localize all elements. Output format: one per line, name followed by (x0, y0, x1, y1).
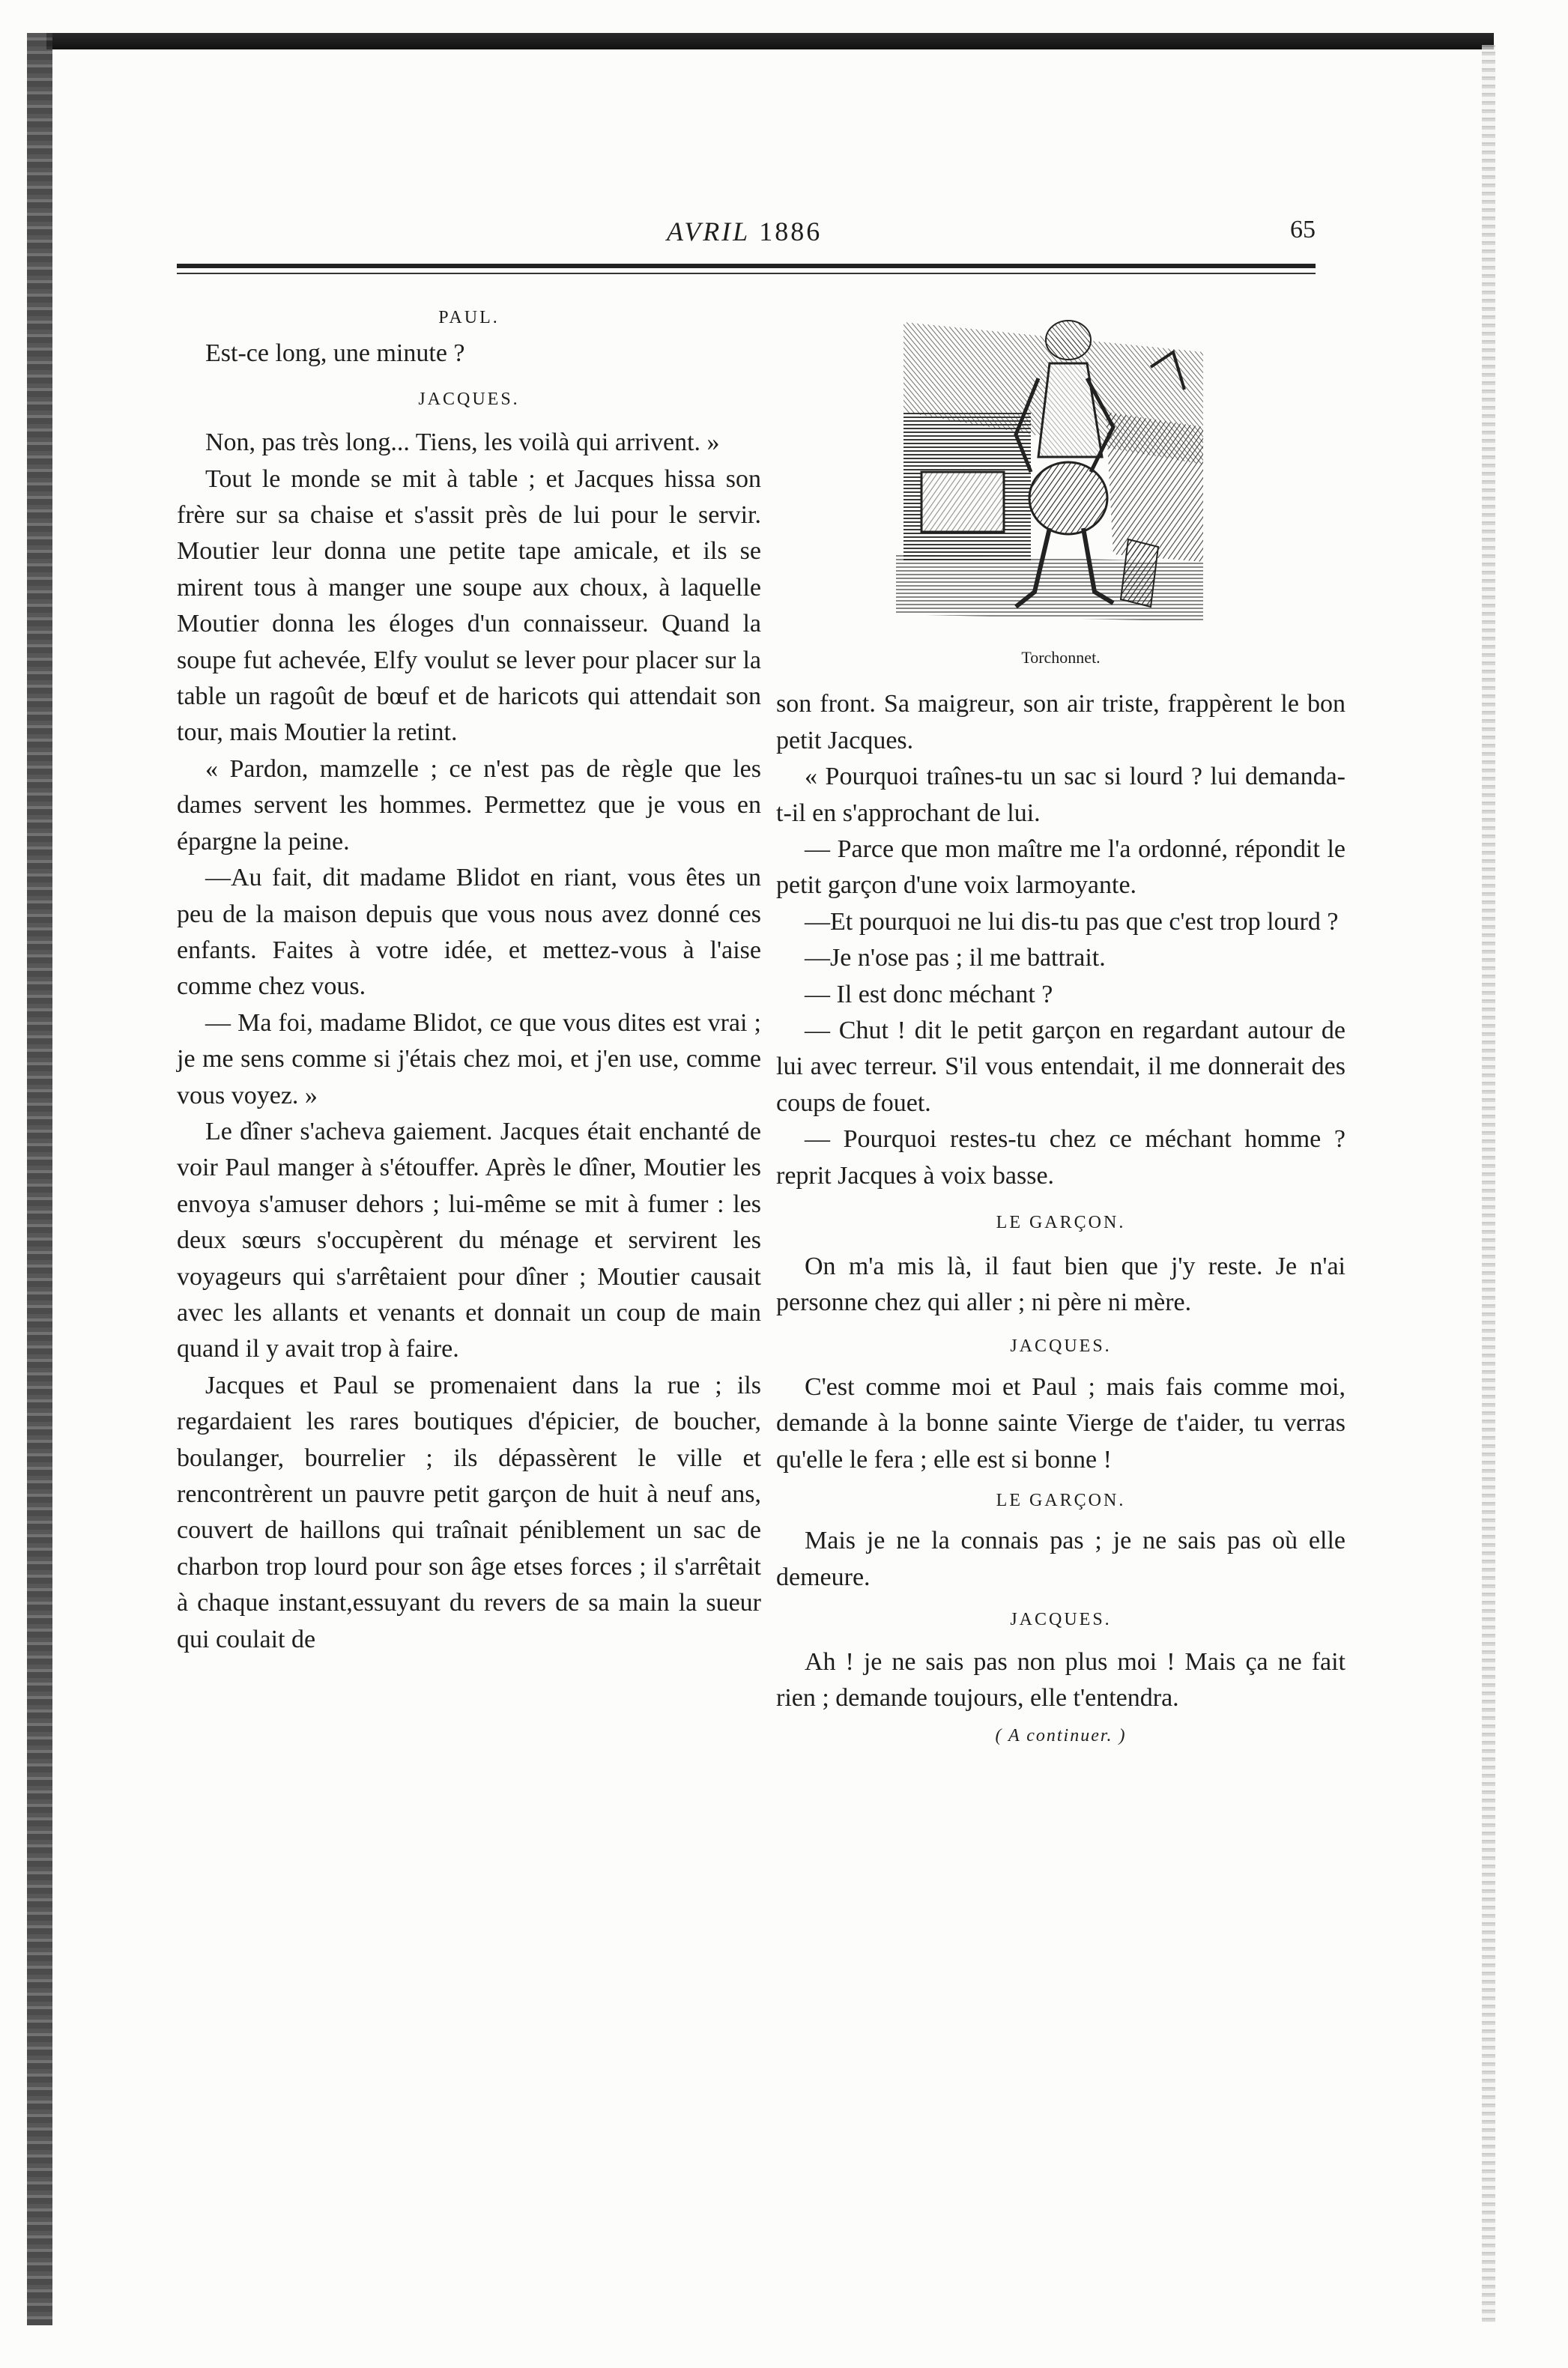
paragraph: — Il est donc méchant ? (805, 980, 1053, 1008)
speaker-label: LE GARÇON. (996, 1213, 1126, 1233)
speaker-label: JACQUES. (1010, 1610, 1112, 1630)
page-header (177, 216, 1316, 261)
paragraph: — Chut ! dit le petit garçon en regardant autour de lui avec terreur. S'il vous entendait, il me donnerait des coups de fouet. (776, 1017, 1345, 1117)
speaker-label: JACQUES. (418, 389, 520, 409)
page-left-border (27, 33, 52, 2325)
engraving-illustration (889, 307, 1203, 637)
page-top-border (46, 33, 1494, 49)
page-right-edge (1482, 45, 1495, 2322)
speaker-label: LE GARÇON. (996, 1490, 1126, 1510)
page-number: 65 (1290, 216, 1316, 243)
paragraph: On m'a mis là, il faut bien que j'y reste. Je n'ai personne chez qui aller ; ni père ni mère. (776, 1252, 1345, 1316)
paragraph: — Parce que mon maître me l'a ordonné, répondit le petit garçon d'une voix larmoyante. (776, 835, 1345, 900)
paragraph: Tout le monde se mit à table ; et Jacques hissa son frère sur sa chaise et s'assit près de lui pour le servir. Moutier leur donna une petite tape amicale, et ils se mirent tous à manger une soupe aux choux, à laquelle Moutier donna les éloges d'un connaisseur. Quand la soupe fut achevée, Elfy voulut se lever pour placer sur la table un ragoût de bœuf et de haricots qui attendait son tour, mais Moutier la retint. (177, 464, 761, 747)
paragraph: Ah ! je ne sais pas non plus moi ! Mais ça ne fait rien ; demande toujours, elle t'entendra. (776, 1647, 1345, 1712)
header-year: 1886 (759, 216, 823, 246)
paragraph: son front. Sa maigreur, son air triste, frappèrent le bon petit Jacques. (776, 690, 1345, 754)
paragraph: —Et pourquoi ne lui dis-tu pas que c'est trop lourd ? (805, 907, 1339, 936)
header-rule-thick (177, 264, 1316, 268)
speaker-label: JACQUES. (1010, 1336, 1112, 1357)
paragraph: Est-ce long, une minute ? (205, 339, 465, 368)
right-column (776, 307, 1345, 1754)
paragraph: — Ma foi, madame Blidot, ce que vous dites est vrai ; je me sens comme si j'étais chez moi, et j'en use, comme vous voyez. » (177, 1008, 761, 1109)
paragraph: —Au fait, dit madame Blidot en riant, vous êtes un peu de la maison depuis que vous nous avez donné ces enfants. Faites à votre idée, et mettez-vous à l'aise comme chez vous. (177, 864, 761, 1001)
paragraph: C'est comme moi et Paul ; mais fais comme moi, demande à la bonne sainte Vierge de t'aider, tu verras qu'elle le fera ; elle est si bonne ! (776, 1372, 1345, 1474)
header-rule-thin (177, 273, 1316, 274)
header-month: AVRIL (667, 216, 751, 246)
speaker-label: PAUL. (438, 308, 500, 327)
paragraph: —Je n'ose pas ; il me battrait. (805, 944, 1106, 972)
running-head (667, 216, 822, 247)
paragraph: « Pardon, mamzelle ; ce n'est pas de règle que les dames servent les hommes. Permettez que je vous en épargne la peine. (177, 754, 761, 856)
paragraph: Le dîner s'acheva gaiement. Jacques était enchanté de voir Paul manger à s'étouffer. Après le dîner, Moutier les envoya s'amuser dehors ; lui-même se mit à fumer : les deux sœurs s'occupèrent du ménage et servirent les voyageurs qui s'arrêtaient pour dîner ; Moutier causait avec les allants et venants et donnait un coup de main quand il y avait trop à faire. (177, 1117, 761, 1363)
paragraph: « Pourquoi traînes-tu un sac si lourd ? lui demanda-t-il en s'approchant de lui. (776, 763, 1345, 827)
paragraph: Non, pas très long... Tiens, les voilà qui arrivent. » (205, 429, 720, 457)
left-column (177, 300, 761, 1658)
illustration-caption: Torchonnet. (1021, 648, 1101, 667)
paragraph: Mais je ne la connais pas ; je ne sais pas où elle demeure. (776, 1527, 1345, 1591)
continuation-note: ( A continuer. ) (995, 1726, 1127, 1746)
paragraph: — Pourquoi restes-tu chez ce méchant homme ? reprit Jacques à voix basse. (776, 1125, 1345, 1190)
paragraph: Jacques et Paul se promenaient dans la rue ; ils regardaient les rares boutiques d'épicier, de boucher, boulanger, bourrelier ; ils dépassèrent le ville et rencontrèrent un pauvre petit garçon de huit à neuf ans, couvert de haillons qui traînait péniblement un sac de charbon trop lourd pour son âge etses forces ; il s'arrêtait à chaque instant,essuyant du revers de sa main la sueur qui coulait de (177, 1371, 761, 1653)
